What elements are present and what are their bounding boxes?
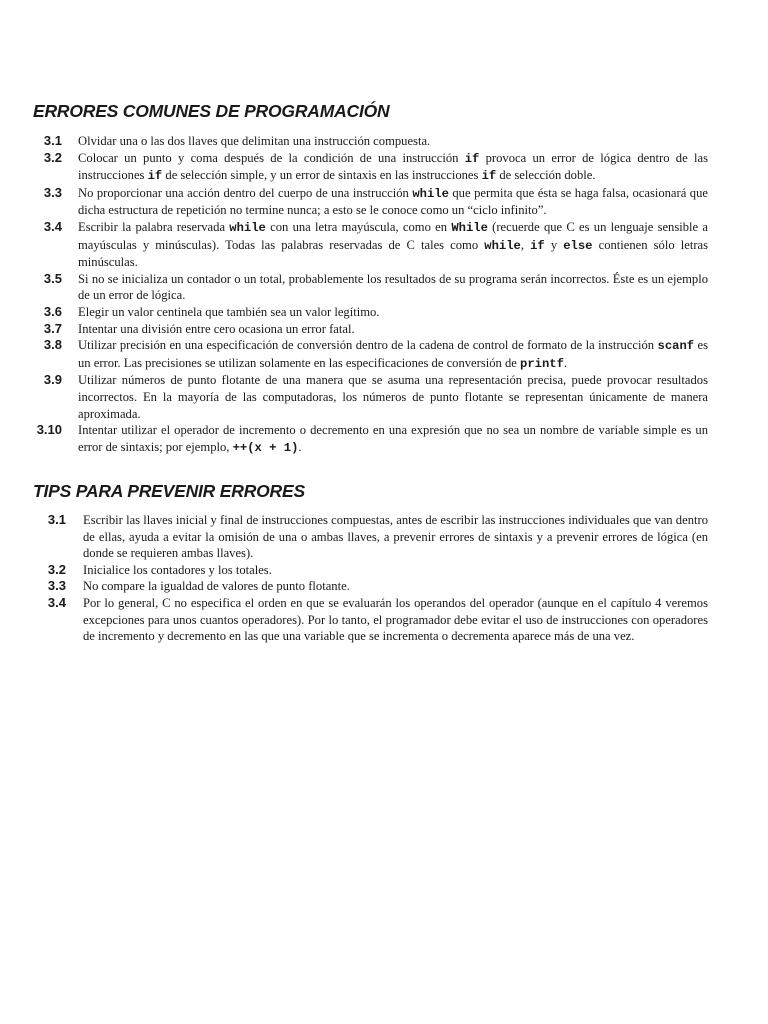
list-item — [24, 595, 708, 645]
item-number: 3.3 — [43, 184, 62, 200]
list-item — [24, 578, 708, 595]
text-run: No proporcionar una acción dentro del cuerpo de una instrucción — [78, 185, 413, 200]
item-number: 3.8 — [43, 337, 62, 353]
text-run: es un error. Las precisiones se utilizan solamente en las especificaciones de conversión de — [78, 338, 708, 370]
item-number: 3.7 — [43, 320, 62, 336]
item-text — [78, 151, 708, 183]
list-item — [24, 304, 708, 321]
item-text — [78, 305, 379, 319]
item-number: 3.1 — [47, 512, 66, 527]
text-run: Olvidar una o las dos llaves que delimitan una instrucción compuesta. — [78, 134, 431, 148]
text-run: Si no se inicializa un contador o un total, probablemente los resultados de su programa serán incorrectos. Éste es un ejemplo de un error de lógica. — [78, 271, 708, 303]
text-run: provoca un error de lógica dentro de las instrucciones — [78, 150, 708, 183]
code-keyword: While — [451, 220, 488, 235]
item-text — [78, 186, 708, 218]
text-run: (recuerde que C es un lenguaje sensible a mayúsculas y minúsculas). Todas las palabras reservadas de C tales como — [78, 219, 708, 252]
item-text — [83, 563, 272, 577]
text-run: . — [563, 355, 568, 370]
text-run: Escribir la palabra reservada — [78, 219, 230, 234]
list-item — [24, 372, 708, 422]
list-item — [24, 422, 708, 456]
text-run: contienen sólo letras minúsculas. — [78, 237, 709, 270]
list-item — [24, 562, 708, 579]
code-keyword: printf — [520, 356, 564, 371]
code-keyword: else — [563, 238, 593, 253]
item-number: 3.4 — [47, 594, 66, 610]
code-keyword: while — [484, 238, 521, 253]
code-keyword: while — [412, 186, 449, 201]
item-text — [78, 322, 355, 336]
item-number: 3.2 — [47, 561, 66, 577]
item-number: 3.6 — [43, 303, 62, 319]
item-text — [78, 134, 430, 148]
item-number: 3.2 — [43, 149, 62, 165]
text-run: Inicialice los contadores y los totales. — [83, 562, 272, 577]
item-text — [78, 423, 708, 454]
item-text — [83, 579, 350, 593]
code-keyword: if — [530, 238, 545, 253]
text-run: , — [520, 237, 531, 252]
item-number: 3.3 — [47, 578, 66, 594]
text-run: Intentar utilizar el operador de incremento o decremento en una expresión que no sea un nombre de variable simple es un error de sintaxis; por ejemplo, — [78, 423, 708, 454]
text-run: . — [298, 439, 302, 454]
text-run: con una letra mayúscula, como en — [265, 219, 452, 234]
code-keyword: if — [147, 169, 163, 184]
list-item — [24, 337, 708, 372]
tips-list — [24, 512, 708, 645]
list-item — [24, 321, 708, 338]
item-text — [83, 596, 708, 643]
item-text — [78, 373, 708, 420]
item-text — [78, 220, 708, 269]
list-item — [24, 150, 708, 185]
section-title-tips: TIPS PARA PREVENIR ERRORES — [33, 481, 305, 501]
code-keyword: if — [481, 169, 497, 184]
list-item — [24, 219, 708, 271]
code-keyword: if — [464, 151, 480, 166]
list-item — [24, 512, 708, 562]
item-number: 3.10 — [36, 422, 62, 438]
text-run: Por lo general, C no especifica el orden en que se evaluarán los operandos del operador (aunque en el capítulo 4 veremos excepciones para unos cuantos operadores). Por lo tanto, el programador debe evitar el uso de instrucciones con operadores de incremento y decremento en las que una variable que se incrementa o decrementa aparece más de una vez. — [83, 595, 708, 644]
code-keyword: ++(x + 1) — [232, 440, 299, 455]
text-run: de selección simple, y un error de sintaxis en las instrucciones — [162, 168, 482, 183]
item-number: 3.5 — [43, 270, 62, 286]
text-run: de selección doble. — [496, 168, 596, 183]
item-number: 3.4 — [43, 218, 62, 234]
section-title-errores: ERRORES COMUNES DE PROGRAMACIÓN — [33, 101, 390, 121]
item-number: 3.1 — [43, 133, 62, 148]
code-keyword: while — [229, 220, 266, 235]
text-run: Colocar un punto y coma después de la condición de una instrucción — [78, 150, 465, 165]
text-run: Utilizar precisión en una especificación de conversión dentro de la cadena de control de formato de la instrucción — [78, 338, 658, 353]
text-run: Utilizar números de punto flotante de una manera que se asuma una representación precisa, puede provocar resultados incorrectos. En la mayoría de las computadoras, los números de punto flotante se representan únicamente de manera aproximada. — [78, 373, 708, 421]
item-text — [78, 272, 708, 303]
text-run: Elegir un valor centinela que también sea un valor legítimo. — [78, 304, 380, 319]
list-item — [24, 185, 708, 219]
errores-list — [24, 133, 708, 456]
text-run: Intentar una división entre cero ocasiona un error fatal. — [78, 321, 355, 336]
text-run: que permita que ésta se haga falsa, ocasionará que dicha estructura de repetición no termine nunca; a esto se le conoce como un “ciclo infinito”. — [78, 185, 708, 218]
code-keyword: scanf — [657, 339, 695, 354]
item-text — [78, 338, 708, 370]
list-item — [24, 133, 708, 150]
item-text — [83, 513, 708, 560]
text-run: y — [544, 237, 564, 252]
item-number: 3.9 — [43, 372, 62, 388]
text-run: Escribir las llaves inicial y final de instrucciones compuestas, antes de escribir las instrucciones individuales que van dentro de ellas, ayuda a evitar la omisión de una o ambas llaves, a prevenir errores de sintaxis y a prevenir errores de lógica (en donde se requieren ambas llaves). — [83, 513, 708, 561]
list-item — [24, 271, 708, 304]
text-run: No compare la igualdad de valores de punto flotante. — [83, 579, 350, 594]
